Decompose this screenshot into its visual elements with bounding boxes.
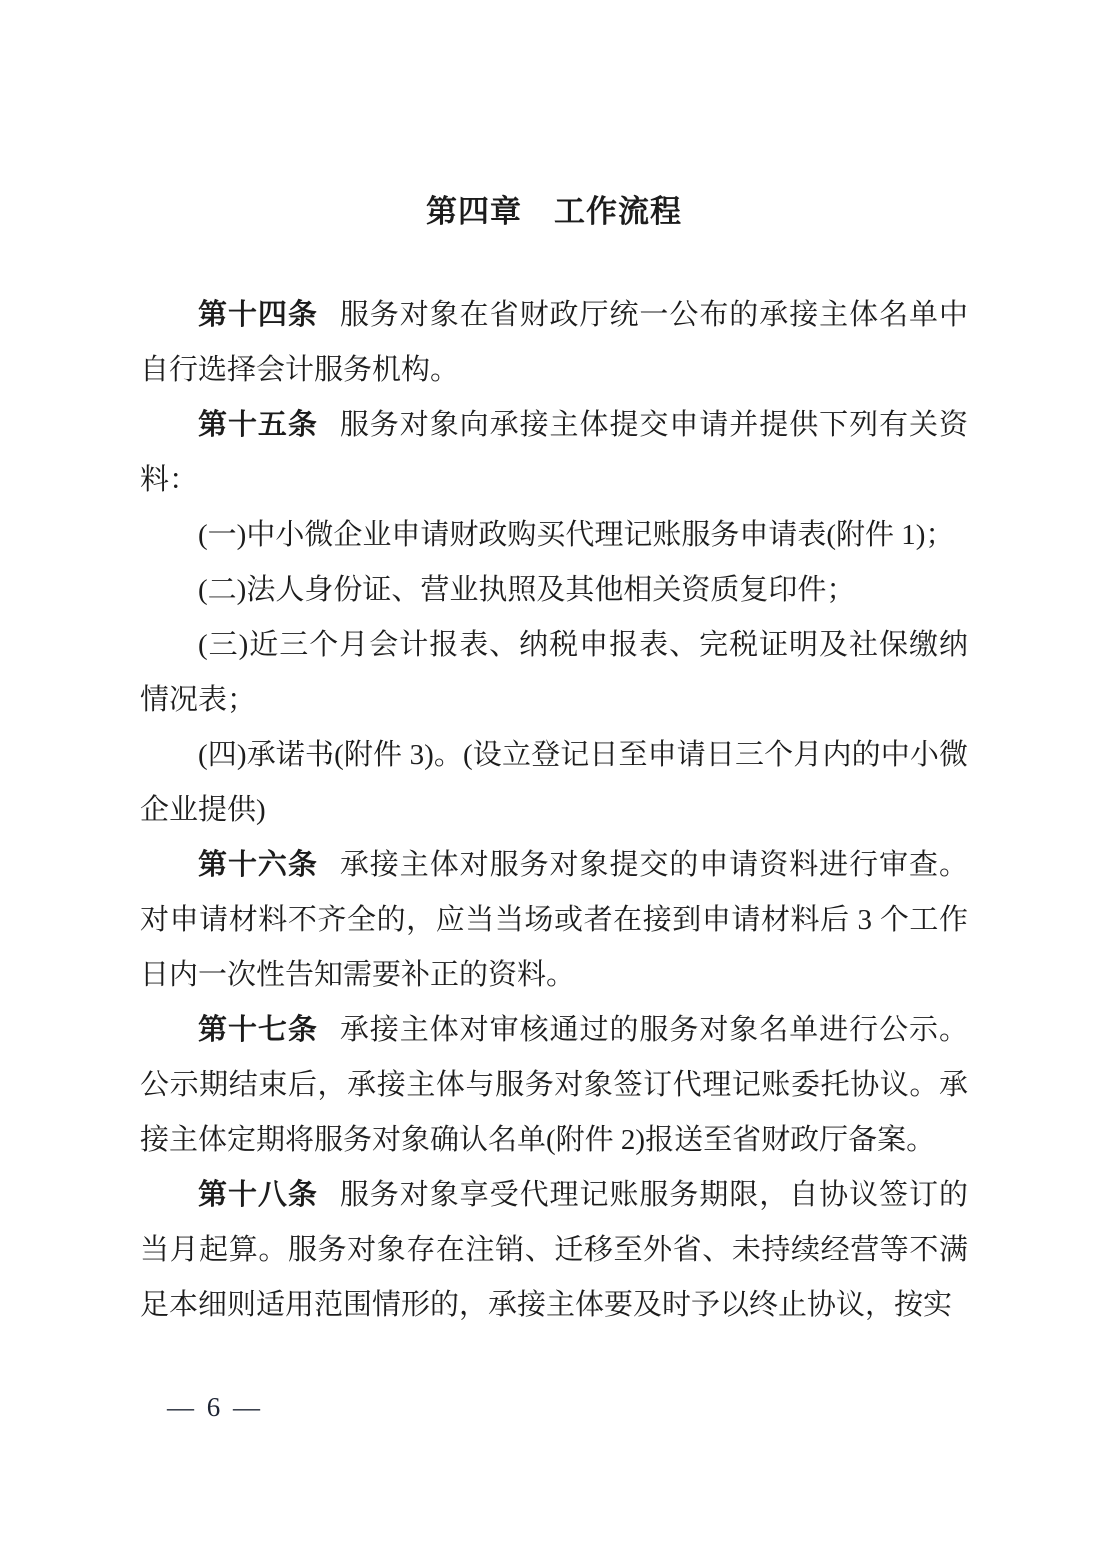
article-18-text: 服务对象享受代理记账服务期限，自协议签订的当月起算。服务对象存在注销、迁移至外省、未持续经营等不满足本细则适用范围情形的，承接主体要及时予以终止协议，按实 (140, 1179, 968, 1321)
list-item-2-text: (二)法人身份证、营业执照及其他相关资质复印件； (198, 574, 856, 606)
article-18-label: 第十八条 (198, 1179, 318, 1211)
list-item-3 (140, 618, 968, 728)
list-item-2 (140, 563, 968, 618)
chapter-title: 第四章 工作流程 (426, 194, 682, 229)
list-item-1-text: (一)中小微企业申请财政购买代理记账服务申请表(附件 1)； (198, 519, 955, 551)
article-17-text: 承接主体对审核通过的服务对象名单进行公示。公示期结束后，承接主体与服务对象签订代理记账委托协议。承接主体定期将服务对象确认名单(附件 2)报送至省财政厅备案。 (140, 1014, 968, 1156)
article-16-text: 承接主体对服务对象提交的申请资料进行审查。对申请材料不齐全的，应当当场或者在接到申请材料后 3 个工作日内一次性告知需要补正的资料。 (140, 849, 968, 991)
para-article-15 (140, 398, 968, 508)
para-article-14 (140, 288, 968, 398)
article-14-label: 第十四条 (198, 299, 318, 331)
article-15-text: 服务对象向承接主体提交申请并提供下列有关资料： (140, 409, 968, 496)
list-item-3-text: (三)近三个月会计报表、纳税申报表、完税证明及社保缴纳情况表； (140, 629, 968, 716)
list-item-4 (140, 728, 968, 838)
article-16-label: 第十六条 (198, 849, 318, 881)
para-article-17 (140, 1003, 968, 1168)
article-17-label: 第十七条 (198, 1014, 318, 1046)
list-item-4-text: (四)承诺书(附件 3)。(设立登记日至申请日三个月内的中小微企业提供) (140, 739, 968, 826)
para-article-16 (140, 838, 968, 1003)
article-14-text: 服务对象在省财政厅统一公布的承接主体名单中自行选择会计服务机构。 (140, 299, 968, 386)
document-body (140, 288, 968, 1333)
list-item-1 (140, 508, 968, 563)
article-15-label: 第十五条 (198, 409, 318, 441)
page-number: — 6 — (167, 1392, 263, 1422)
para-article-18 (140, 1168, 968, 1333)
